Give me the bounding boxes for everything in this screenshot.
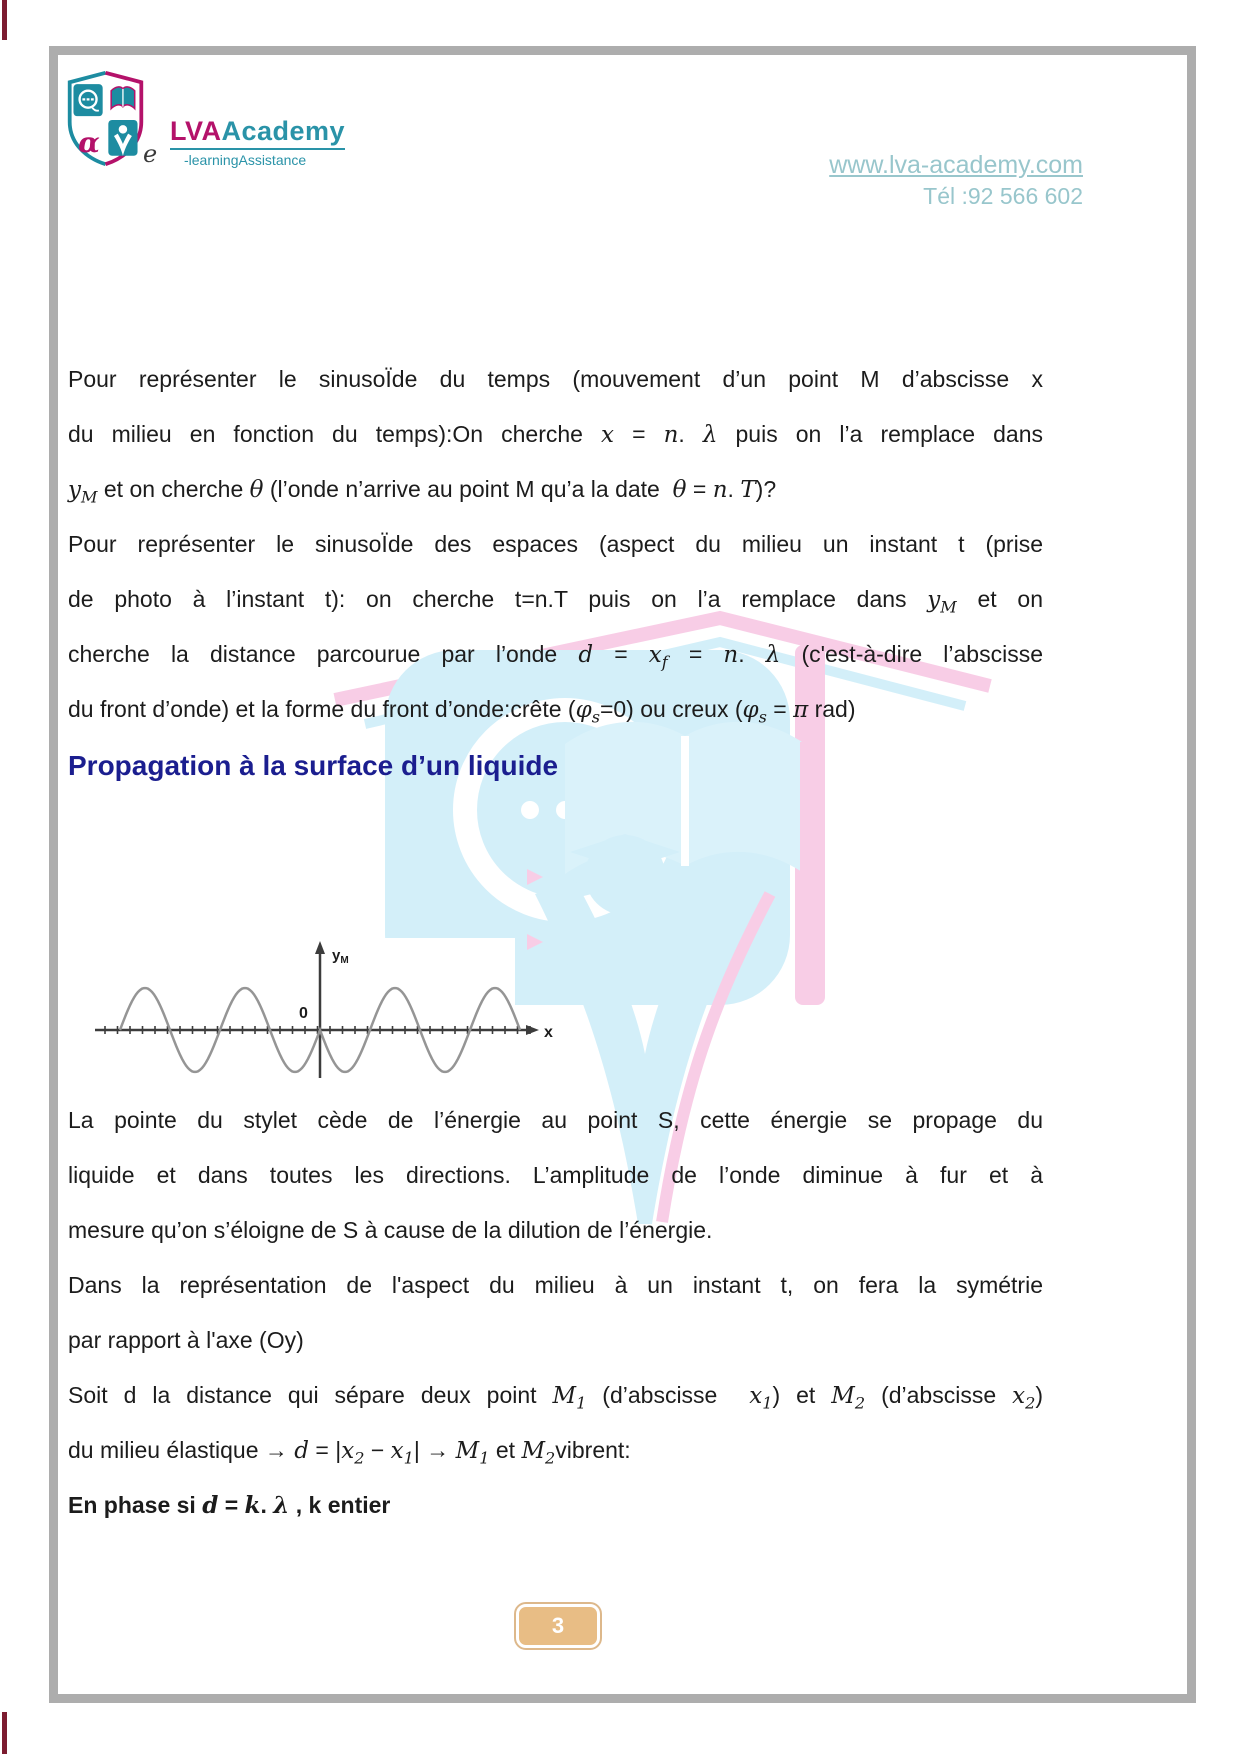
text-line: de photo à l’instant t): on cherche t=n.T puis on l’a remplace dans $y_M$ et on [68, 586, 1043, 617]
phone-number: Tél :92 566 602 [923, 183, 1083, 209]
section-heading: Propagation à la surface d’un liquide [68, 750, 559, 781]
origin-label: 0 [299, 1005, 308, 1022]
text-line: par rapport à l'axe (Oy) [68, 1327, 304, 1353]
brand-tagline: -learningAssistance [184, 152, 307, 168]
x-axis-label: x [544, 1024, 553, 1041]
text-line: du milieu en fonction du temps):On cherche x = n. λ puis on l’a remplace dans [68, 421, 1044, 448]
brand-shield-icon [58, 70, 153, 168]
brand-wordmark [170, 116, 345, 150]
y-axis-label: $y_M$ [332, 947, 349, 966]
text-line-bold: En phase si d = k. λ , k entier [68, 1492, 391, 1519]
page-number: 3 [551, 1613, 565, 1638]
text-line: Pour représenter le sinusoÏde du temps (mouvement d’un point M d’abscisse x [68, 366, 1043, 392]
text-line: mesure qu’on s’éloigne de S à cause de la dilution de l’énergie. [68, 1217, 713, 1243]
website-link[interactable]: www.lva-academy.com [829, 151, 1083, 179]
text-line: Dans la représentation de l'aspect du milieu à un instant t, on fera la symétrie [68, 1272, 1043, 1298]
text-line: Pour représenter le sinusoÏde des espaces (aspect du milieu un instant t (prise [68, 531, 1043, 557]
text-line: Soit d la distance qui sépare deux point $M_1$ (d’abscisse $x_1$) et $M_2$ (d’abscisse $x_2$) [68, 1382, 1043, 1413]
brand-academy: Academy [221, 116, 346, 146]
x-axis-arrow-icon [526, 1025, 539, 1035]
contact-block [829, 150, 1083, 212]
text-line: du front d’onde) et la forme du front d’onde:crête $(\varphi_s=0)$ ou creux ($\varphi_s = \pi$ rad) [68, 696, 856, 727]
wave-diagram [85, 938, 565, 1093]
scan-artifact-stripe-top [2, 0, 7, 40]
paragraph-block-1 [68, 352, 1043, 737]
text-line: $y_M$ et on cherche θ (l’onde n’arrive au point M qu’a la date θ = n. T)? [68, 476, 777, 507]
text-line: cherche la distance parcourue par l’onde $d = x_f = n$. λ (c'est-à-dire l’abscisse [68, 641, 1043, 672]
scan-artifact-stripe-bottom [2, 1712, 7, 1754]
brand-lva: LVA [170, 116, 222, 146]
paragraph-block-2 [68, 1093, 1043, 1533]
page-number-badge [516, 1604, 600, 1648]
text-line: La pointe du stylet cède de l’énergie au point S, cette énergie se propage du [68, 1107, 1043, 1133]
brand-e-mark: e [143, 140, 158, 168]
text-line: du milieu élastique → $d = |x_2 - x_1| \to M_1$ et $M_2vibrent$: [68, 1437, 631, 1468]
text-line: liquide et dans toutes les directions. L’amplitude de l’onde diminue à fur et à [68, 1162, 1043, 1188]
alpha-glyph: α [78, 124, 100, 159]
